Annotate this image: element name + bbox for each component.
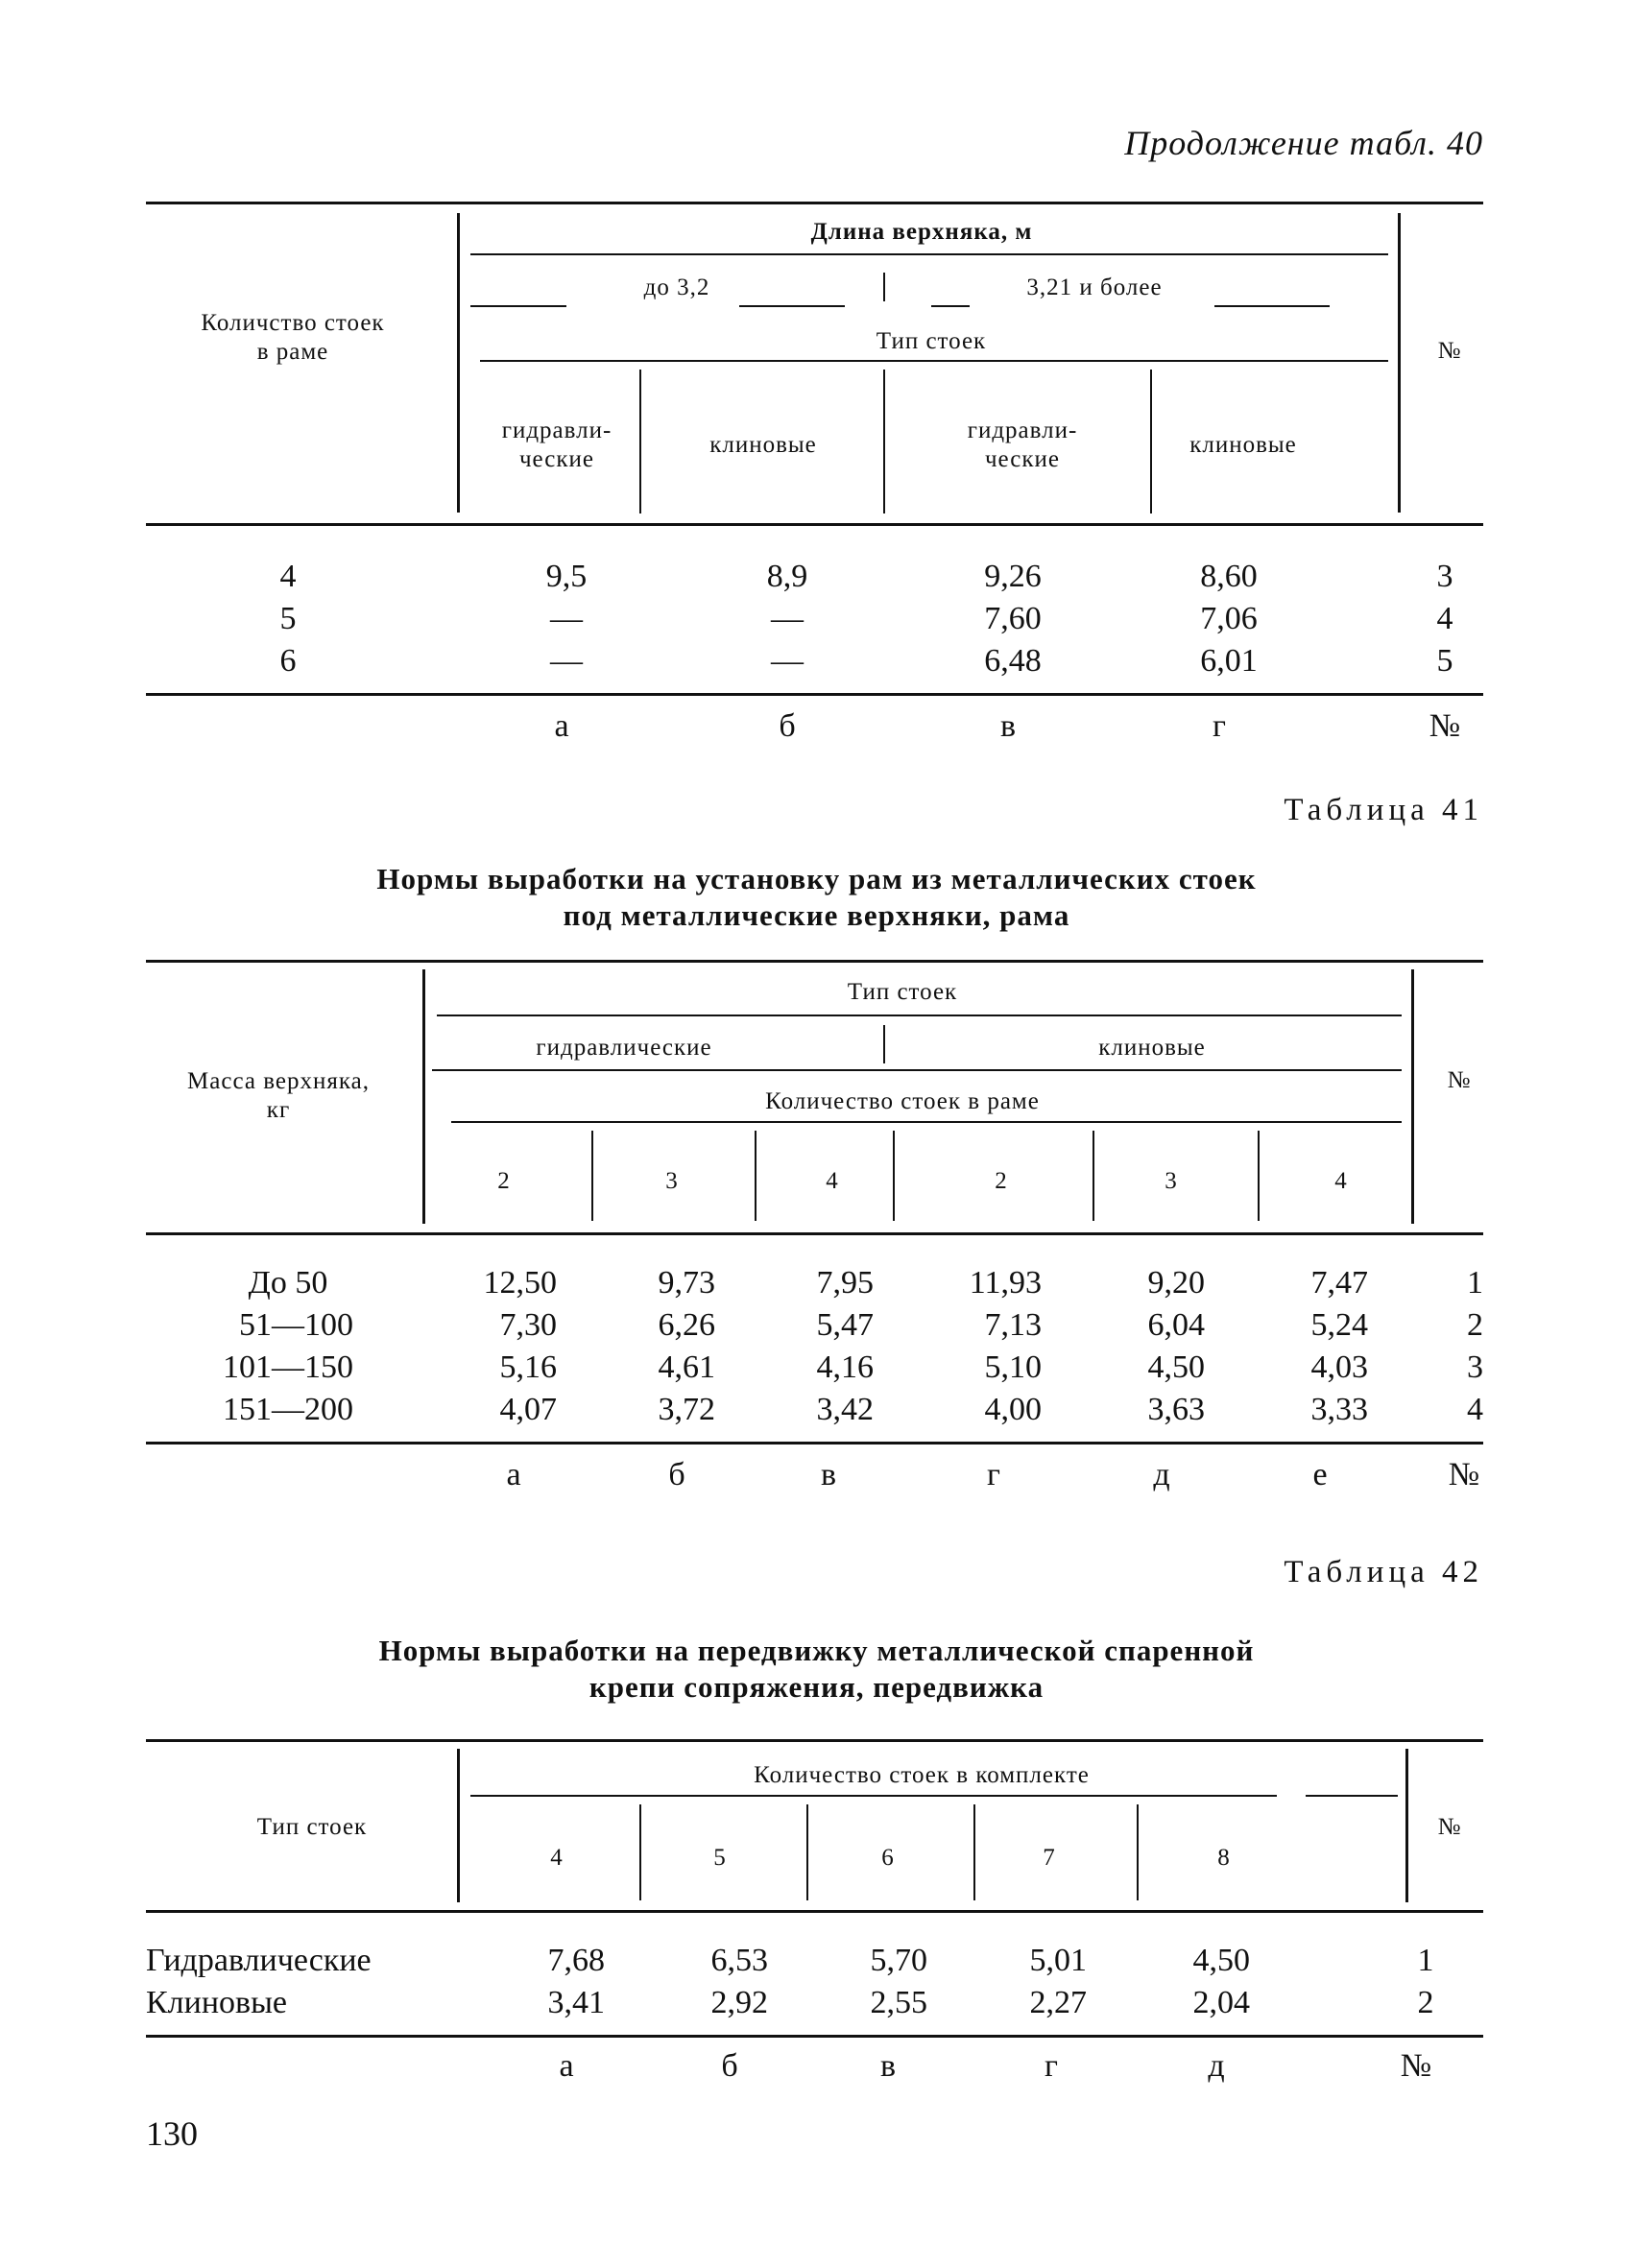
col-count-3-hydraulic: 3 <box>665 1168 679 1194</box>
col-count-2-hydraulic: 2 <box>497 1168 511 1194</box>
table-42-label: Таблица 42 <box>1284 1555 1483 1589</box>
col-count-2-wedge: 2 <box>995 1168 1008 1194</box>
col-no-header: № <box>1437 338 1462 364</box>
col-hydraulic-2: гидравли- ческие <box>967 418 1078 472</box>
col-count-8: 8 <box>1217 1845 1231 1871</box>
col-count-3-wedge: 3 <box>1165 1168 1178 1194</box>
count-header: Количество стоек в комплекте <box>754 1762 1090 1788</box>
col-count-4: 4 <box>550 1845 564 1871</box>
col-count-6: 6 <box>881 1845 895 1871</box>
col-no-header: № <box>1437 1814 1462 1840</box>
col-hydraulic-1: гидравли- ческие <box>501 418 612 472</box>
table-42-title-line1: Нормы выработки на передвижку металлической спаренной <box>378 1634 1255 1667</box>
type-header: Тип стоек <box>847 979 958 1005</box>
subgroup-3-21-plus: 3,21 и более <box>1026 275 1163 300</box>
col-wedge-1: клиновые <box>709 432 817 458</box>
count-header: Количество стоек в раме <box>765 1088 1040 1114</box>
continuation-header: Продолжение табл. 40 <box>1124 124 1483 162</box>
subgroup-upto-3-2: до 3,2 <box>643 275 710 300</box>
table-41-title-line1: Нормы выработки на установку рам из металлических стоек <box>376 862 1257 895</box>
col-count-7: 7 <box>1043 1845 1056 1871</box>
col-count-4-hydraulic: 4 <box>826 1168 839 1194</box>
table-41-label: Таблица 41 <box>1284 793 1483 827</box>
table-42-title-line2: крепи сопряжения, передвижка <box>588 1670 1045 1704</box>
group-header-length: Длина верхняка, м <box>810 219 1033 245</box>
row-header-stand-count: Количство стоек в раме <box>201 310 385 365</box>
col-no-header: № <box>1447 1067 1472 1093</box>
group-hydraulic: гидравлические <box>536 1035 712 1061</box>
page-number: 130 <box>146 2114 198 2153</box>
row-header-mass: Масса верхняка, кг <box>187 1068 370 1123</box>
group-wedge: клиновые <box>1098 1035 1206 1061</box>
type-header: Тип стоек <box>876 328 987 354</box>
col-count-5: 5 <box>713 1845 727 1871</box>
row-header-stand-type: Тип стоек <box>256 1814 368 1840</box>
table-41-title-line2: под металлические верхняки, рама <box>563 898 1070 932</box>
col-wedge-2: клиновые <box>1189 432 1297 458</box>
col-count-4-wedge: 4 <box>1334 1168 1348 1194</box>
